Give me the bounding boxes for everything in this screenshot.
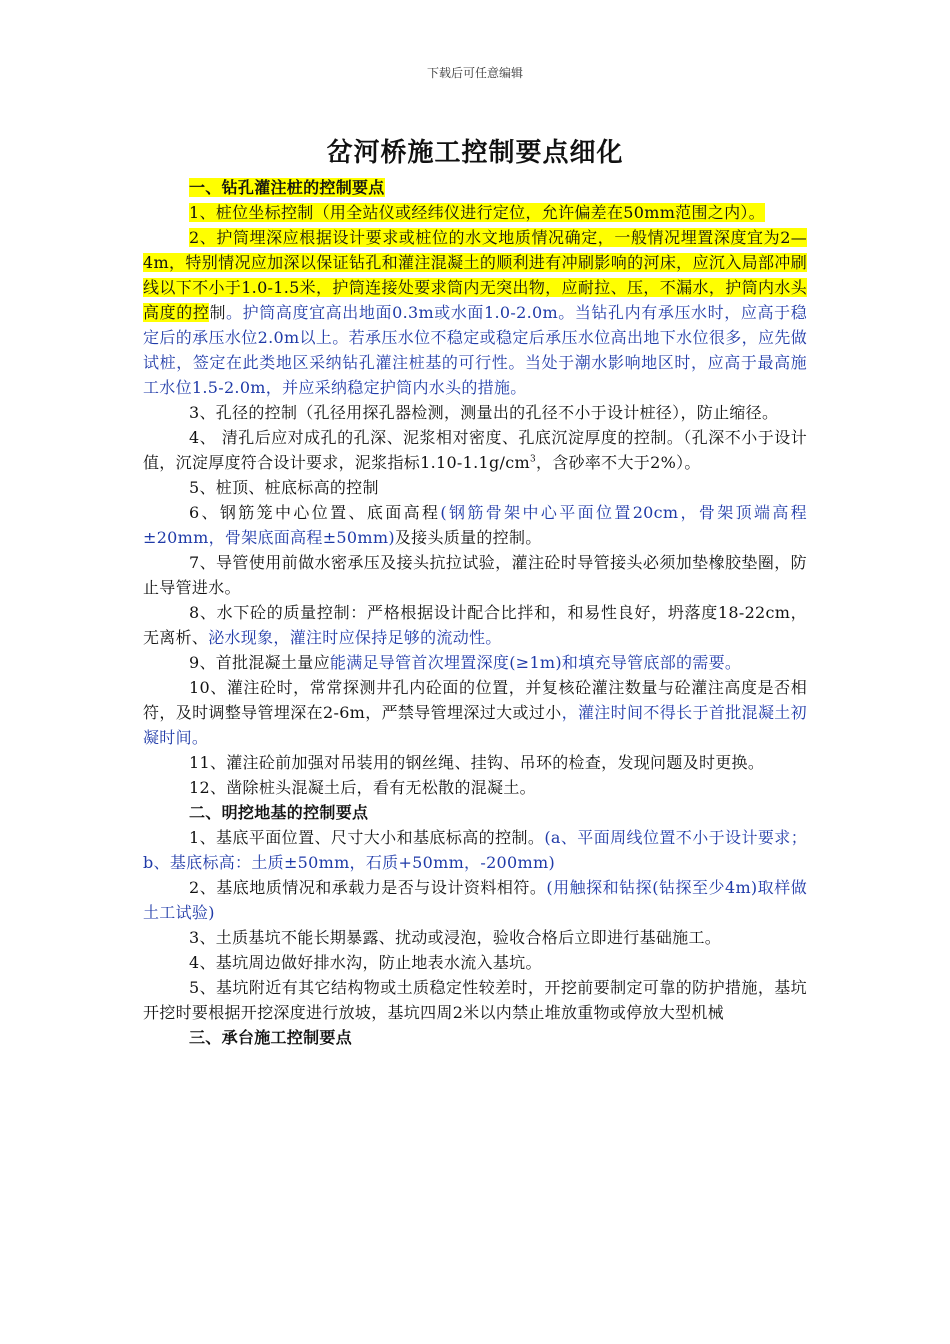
section-1-heading: 一、钻孔灌注桩的控制要点	[189, 178, 385, 197]
s1-item-5: 5、桩顶、桩底标高的控制	[189, 478, 379, 497]
s1-item-10: 10、灌注砼时，常常探测井孔内砼面的位置，并复核砼灌注数量与砼灌注高度是否相符，及时调整导管埋深在2-6m，严禁导管埋深过大或过小，灌注时间不得长于首批混凝土初凝时间。	[143, 678, 807, 747]
header-note: 下载后可任意编辑	[426, 66, 523, 80]
s2-item-1: 1、基底平面位置、尺寸大小和基底标高的控制。(a、平面周线位置不小于设计要求；b、基底标高：土质±50mm，石质+50mm，-200mm)	[143, 828, 807, 872]
s1-item-8: 8、水下砼的质量控制：严格根据设计配合比拌和，和易性良好，坍落度18-22cm，无离析、泌水现象，灌注时应保持足够的流动性。	[143, 603, 807, 647]
section-3-heading: 三、承台施工控制要点	[189, 1028, 353, 1047]
s1-item-6: 6、钢筋笼中心位置、底面高程(钢筋骨架中心平面位置20cm，骨架顶端高程±20mm，骨架底面高程±50mm)及接头质量的控制。	[143, 503, 807, 547]
s2-item-3: 3、土质基坑不能长期暴露、扰动或浸泡，验收合格后立即进行基础施工。	[189, 928, 722, 947]
s1-item-11: 11、灌注砼前加强对吊装用的钢丝绳、挂钩、吊环的检查，发现问题及时更换。	[189, 753, 765, 772]
section-2-heading: 二、明挖地基的控制要点	[189, 803, 369, 822]
page-title: 岔河桥施工控制要点细化	[326, 138, 624, 168]
s1-item-9: 9、首批混凝土量应能满足导管首次埋置深度(≥1m)和填充导管底部的需要。	[189, 653, 742, 672]
s1-item-1: 1、桩位坐标控制（用全站仪或经纬仪进行定位，允许偏差在50mm范围之内）。	[189, 203, 765, 222]
document-body	[143, 175, 807, 1050]
s1-item-3: 3、孔径的控制（孔径用探孔器检测，测量出的孔径不小于设计桩径），防止缩径。	[189, 403, 779, 422]
s2-item-4: 4、基坑周边做好排水沟，防止地表水流入基坑。	[189, 953, 542, 972]
s2-item-2: 2、基底地质情况和承载力是否与设计资料相符。(用触探和钻探(钻探至少4m)取样做土工试验)	[143, 878, 808, 922]
s2-item-5: 5、基坑附近有其它结构物或土质稳定性较差时，开挖前要制定可靠的防护措施，基坑开挖时要根据开挖深度进行放坡，基坑四周2米以内禁止堆放重物或停放大型机械	[143, 978, 807, 1022]
s1-item-4: 4、 清孔后应对成孔的孔深、泥浆相对密度、孔底沉淀厚度的控制。（孔深不小于设计值，沉淀厚度符合设计要求，泥浆指标$1.10-1.1g/cm^3$，含砂率不大于2%）。	[143, 428, 807, 472]
s1-item-12: 12、凿除桩头混凝土后，看有无松散的混凝土。	[189, 778, 536, 797]
s1-item-2: 2、护筒埋深应根据设计要求或桩位的水文地质情况确定，一般情况埋置深度宜为2—4m，特别情况应加深以保证钻孔和灌注混凝土的顺利进有冲刷影响的河床，应沉入局部冲刷线以下不小于1.0-1.5米，护筒连接处要求筒内无突出物，应耐拉、压，不漏水，护筒内水头高度的控制。护筒高度宜高出地面0.3m或水面1.0-2.0m。当钻孔内有承压水时，应高于稳定后的承压水位2.0m以上。若承压水位不稳定或稳定后承压水位高出地下水位很多，应先做试桩，签定在此类地区采纳钻孔灌注桩基的可行性。当处于潮水影响地区时，应高于最高施工水位1.5-2.0m，并应采纳稳定护筒内水头的措施。	[143, 228, 807, 397]
s1-item-7: 7、导管使用前做水密承压及接头抗拉试验，灌注砼时导管接头必须加垫橡胶垫圈，防止导管进水。	[143, 553, 807, 597]
